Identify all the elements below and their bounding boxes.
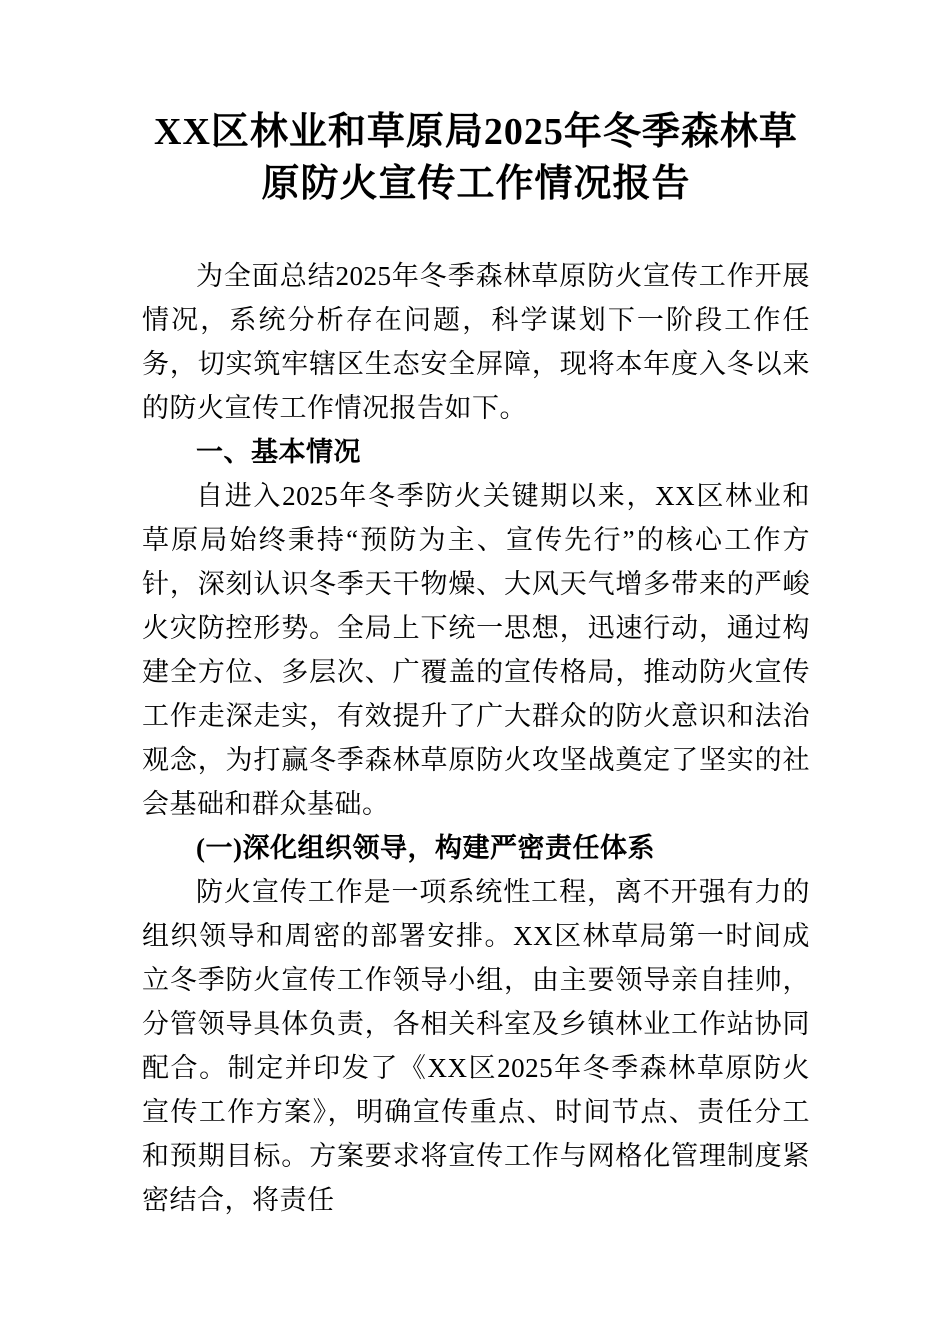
- document-body: [142, 254, 810, 1222]
- paragraph-organization-detail: 防火宣传工作是一项系统性工程，离不开强有力的组织领导和周密的部署安排。XX区林草局第一时间成立冬季防火宣传工作领导小组，由主要领导亲自挂帅，分管领导具体负责，各相关科室及乡镇林业工作站协同配合。制定并印发了《XX区2025年冬季森林草原防火宣传工作方案》，明确宣传重点、时间节点、责任分工和预期目标。方案要求将宣传工作与网格化管理制度紧密结合，将责任: [142, 877, 810, 1215]
- document-title: XX区林业和草原局2025年冬季森林草原防火宣传工作情况报告: [154, 111, 798, 205]
- sub-heading-organization-leadership: (一)深化组织领导，构建严密责任体系: [196, 833, 655, 863]
- paragraph-intro: 为全面总结2025年冬季森林草原防火宣传工作开展情况，系统分析存在问题，科学谋划下一阶段工作任务，切实筑牢辖区生态安全屏障，现将本年度入冬以来的防火宣传工作情况报告如下。: [142, 261, 810, 423]
- section-heading-basic-situation: 一、基本情况: [196, 437, 361, 467]
- paragraph-overview: 自进入2025年冬季防火关键期以来，XX区林业和草原局始终秉持“预防为主、宣传先行”的核心工作方针，深刻认识冬季天干物燥、大风天气增多带来的严峻火灾防控形势。全局上下统一思想，迅速行动，通过构建全方位、多层次、广覆盖的宣传格局，推动防火宣传工作走深走实，有效提升了广大群众的防火意识和法治观念，为打赢冬季森林草原防火攻坚战奠定了坚实的社会基础和群众基础。: [142, 481, 810, 819]
